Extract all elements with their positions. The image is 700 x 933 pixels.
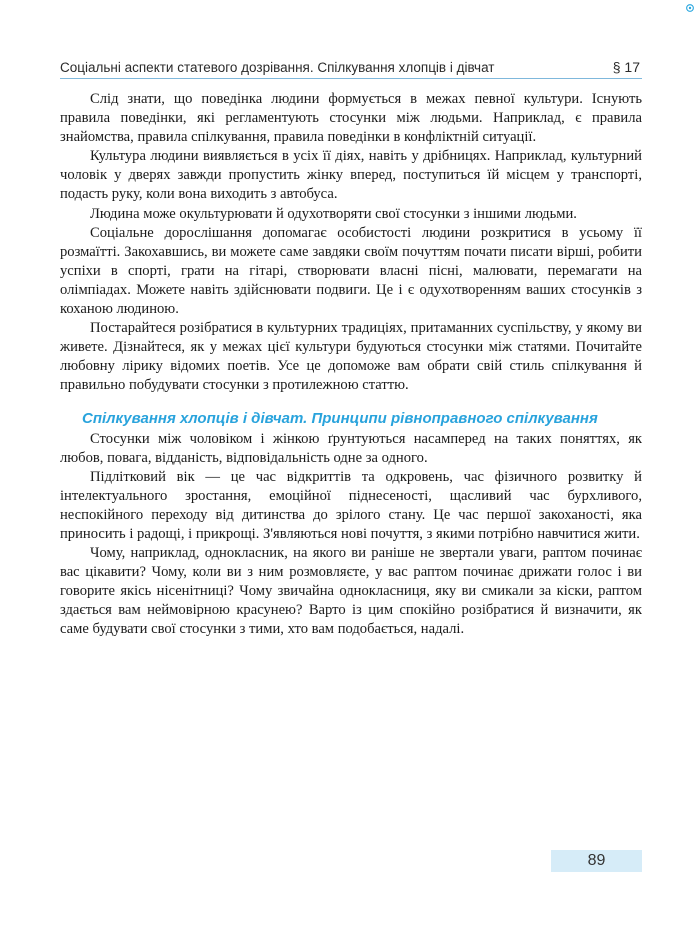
chapter-title: Соціальні аспекти статевого дозрівання. Спілкування хлопців і дівчат bbox=[60, 60, 495, 75]
section-number: § 17 bbox=[612, 59, 640, 75]
running-header bbox=[60, 55, 642, 79]
paragraph: Культура людини виявляється в усіх її діях, навіть у дрібницях. Наприклад, культурний чоловік у дверях завжди пропустить жінку вперед, поступиться їй місцем у транспорті, подасть руку, коли вона виходить з автобуса. bbox=[60, 148, 642, 203]
paragraph: Підлітковий вік — це час відкриттів та одкровень, час фізичного розвитку й інтелектуального зростання, емоційної піднесеності, щасливий час бурхливого, неспокійного переходу від дитинства до зрілого стану. Це час першої закоханості, яка приносить і радощі, і прикрощі. З'являються нові почуття, з якими потрібно навчитися жити. bbox=[60, 468, 642, 542]
page-number-text: 89 bbox=[587, 852, 606, 869]
publisher-logo-icon bbox=[686, 4, 694, 12]
paragraph: Соціальне дорослішання допомагає особистості людини розкритися в усьому її розмаїтті. Закохавшись, ви можете саме завдяки своїм почуттям почати писати вірші, робити успіхи в спорті, грати на гітарі, створювати власні пісні, малювати, перемагати на олімпіадах. Можете навіть здійснювати подвиги. Це і є одухотворенням ваших стосунків з коханою людиною. bbox=[60, 224, 642, 318]
paragraph: Постарайтеся розібратися в культурних традиціях, притаманних суспільству, у якому ви живете. Дізнайтеся, як у межах цієї культури будуються стосунки між статями. Почитайте любовну лірику відомих поетів. Усе це допоможе вам обрати свій стиль спілкування й правильно побудувати стосунки з протилежною статтю. bbox=[60, 320, 642, 394]
paragraph: Чому, наприклад, однокласник, на якого ви раніше не звертали уваги, раптом починає вас цікавити? Чому, коли ви з ним розмовляєте, у вас раптом починає дрижати голос і ви говорите якісь нісенітниці? Чому звичайна однокласниця, яку ви смикали за кіски, раптом здається вам неймовірною красунею? Варто із цим спокійно розібратися й визначити, як саме будувати свої стосунки з тими, хто вам подобається, надалі. bbox=[60, 545, 642, 638]
page-number bbox=[551, 850, 642, 872]
paragraph: Слід знати, що поведінка людини формується в межах певної культури. Існують правила поведінки, які регламентують стосунки між людьми. Наприклад, є правила знайомства, правила спілкування, правила поведінки в конфліктній ситуації. bbox=[60, 91, 642, 146]
section-subheading: Спілкування хлопців і дівчат. Принципи рівноправного спілкування bbox=[82, 409, 598, 427]
paragraph: Людина може окультурювати й одухотворяти свої стосунки з іншими людьми. bbox=[90, 205, 577, 222]
paragraph: Стосунки між чоловіком і жінкою ґрунтуються насамперед на таких поняттях, як любов, повага, відданість, відповідальність одне за одного. bbox=[60, 430, 642, 466]
page-body bbox=[60, 90, 642, 640]
